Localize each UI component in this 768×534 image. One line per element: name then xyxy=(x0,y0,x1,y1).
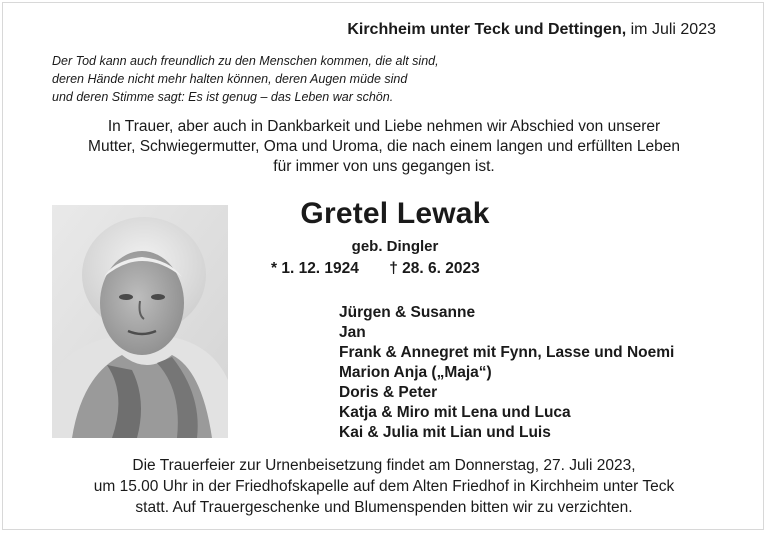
verse-line: deren Hände nicht mehr halten können, deren Augen müde sind xyxy=(52,72,408,86)
funeral-line: statt. Auf Trauergeschenke und Blumenspenden bitten wir zu verzichten. xyxy=(135,499,633,516)
mourners-list xyxy=(339,303,674,443)
funeral-line: um 15.00 Uhr in der Friedhofskapelle auf dem Alten Friedhof in Kirchheim unter Teck xyxy=(93,478,675,495)
mourner-entry: Frank & Annegret mit Fynn, Lasse und Noemi xyxy=(339,344,675,361)
birth-name: geb. Dingler xyxy=(351,238,439,255)
portrait-photo xyxy=(52,205,228,438)
farewell-text xyxy=(40,117,728,177)
mourner-entry: Doris & Peter xyxy=(339,384,438,401)
deceased-name: Gretel Lewak xyxy=(300,197,490,230)
birth-date: * 1. 12. 1924 xyxy=(271,260,359,277)
mourner-entry: Jan xyxy=(339,324,366,341)
mourner-entry: Marion Anja („Maja“) xyxy=(339,364,492,381)
verse-line: und deren Stimme sagt: Es ist genug – das Leben war schön. xyxy=(52,90,394,104)
mourner-entry: Jürgen & Susanne xyxy=(339,304,476,321)
life-dates xyxy=(271,260,480,278)
mourner-entry: Kai & Julia mit Lian und Luis xyxy=(339,424,551,441)
farewell-line: Mutter, Schwiegermutter, Oma und Uroma, die nach einem langen und erfüllten Leben xyxy=(88,138,680,155)
funeral-information xyxy=(40,455,728,518)
farewell-line: für immer von uns gegangen ist. xyxy=(273,158,495,175)
portrait-illustration xyxy=(52,205,228,438)
dateline-date: im Juli 2023 xyxy=(630,21,716,38)
farewell-line: In Trauer, aber auch in Dankbarkeit und Liebe nehmen wir Abschied von unserer xyxy=(107,118,661,135)
death-date: † 28. 6. 2023 xyxy=(389,260,480,277)
verse-line: Der Tod kann auch freundlich zu den Menschen kommen, die alt sind, xyxy=(52,54,439,68)
mourner-entry: Katja & Miro mit Lena und Luca xyxy=(339,404,571,421)
dateline xyxy=(347,21,716,39)
funeral-line: Die Trauerfeier zur Urnenbeisetzung findet am Donnerstag, 27. Juli 2023, xyxy=(132,457,636,474)
dateline-place: Kirchheim unter Teck und Dettingen, xyxy=(347,21,627,38)
memorial-verse xyxy=(52,52,572,106)
